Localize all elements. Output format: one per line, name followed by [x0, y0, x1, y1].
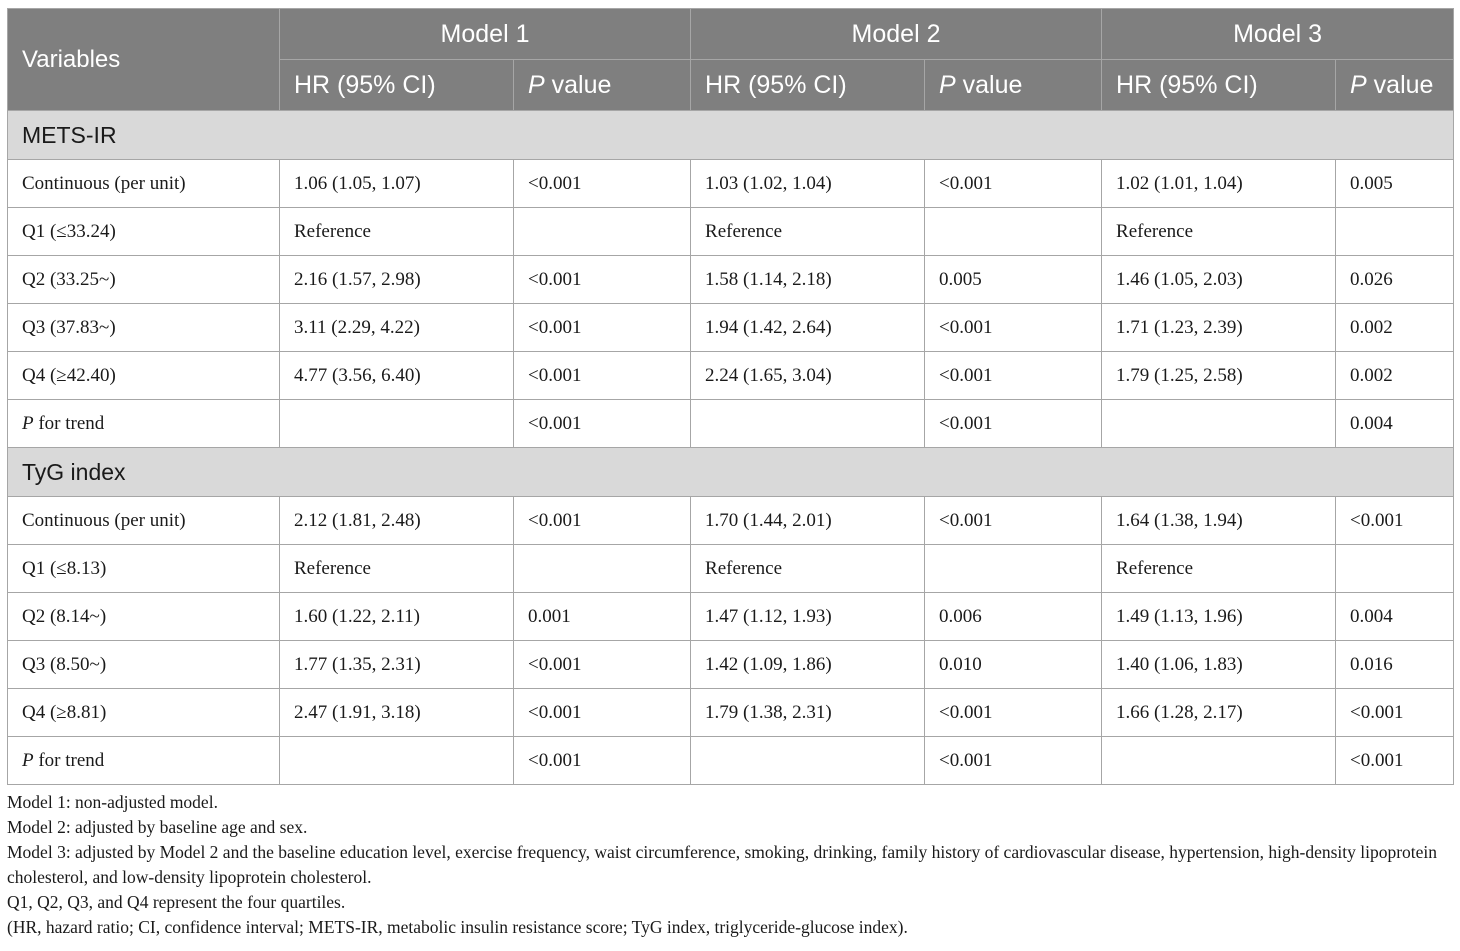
model-2-p: <0.001 — [925, 160, 1102, 208]
model-1-hr: Reference — [280, 208, 514, 256]
model-3-p — [1336, 208, 1454, 256]
p-suffix: value — [1366, 70, 1434, 99]
model-3-p: <0.001 — [1336, 497, 1454, 545]
model-3-hr: Reference — [1102, 208, 1336, 256]
p-italic: P — [939, 70, 956, 99]
model-3-hr: 1.79 (1.25, 2.58) — [1102, 352, 1336, 400]
trend-suffix: for trend — [33, 412, 105, 434]
model-1-p: <0.001 — [514, 160, 691, 208]
model-2-p: 0.005 — [925, 256, 1102, 304]
model-2-hr: Reference — [691, 545, 925, 593]
model-3-p: 0.004 — [1336, 400, 1454, 448]
model-2-p: <0.001 — [925, 737, 1102, 785]
model-2-p: <0.001 — [925, 689, 1102, 737]
table-row — [8, 593, 1454, 641]
row-label — [8, 400, 280, 448]
model-1-p: <0.001 — [514, 737, 691, 785]
model-3-hr: 1.49 (1.13, 1.96) — [1102, 593, 1336, 641]
row-label — [8, 737, 280, 785]
footnote: Model 2: adjusted by baseline age and sex. — [7, 817, 308, 837]
p-italic: P — [22, 749, 34, 771]
table-row — [8, 545, 1454, 593]
table-row — [8, 497, 1454, 545]
section-row-mets-ir — [8, 111, 1454, 160]
model-2-p-header — [925, 60, 1102, 111]
model-2-hr — [691, 737, 925, 785]
trend-row — [8, 737, 1454, 785]
model-3-header: Model 3 — [1102, 9, 1454, 60]
row-label: Q2 (8.14~) — [8, 593, 280, 641]
p-suffix: value — [955, 70, 1023, 99]
model-3-p — [1336, 545, 1454, 593]
table-row — [8, 208, 1454, 256]
model-3-hr: 1.71 (1.23, 2.39) — [1102, 304, 1336, 352]
model-2-p: 0.006 — [925, 593, 1102, 641]
model-1-hr-header: HR (95% CI) — [280, 60, 514, 111]
model-1-hr: 4.77 (3.56, 6.40) — [280, 352, 514, 400]
model-1-hr: 3.11 (2.29, 4.22) — [280, 304, 514, 352]
model-3-hr — [1102, 400, 1336, 448]
model-2-p — [925, 545, 1102, 593]
model-3-p: 0.026 — [1336, 256, 1454, 304]
footnote: Model 3: adjusted by Model 2 and the baseline education level, exercise frequency, waist circumference, smoking, drinking, family history of cardiovascular disease, hypertension, high-density lipoprotein cholesterol, and low-density lipoprotein cholesterol. — [7, 842, 1438, 887]
model-3-p: <0.001 — [1336, 689, 1454, 737]
model-1-p: <0.001 — [514, 400, 691, 448]
model-3-p: 0.002 — [1336, 304, 1454, 352]
model-1-p — [514, 208, 691, 256]
model-3-p: 0.005 — [1336, 160, 1454, 208]
model-2-hr: 2.24 (1.65, 3.04) — [691, 352, 925, 400]
model-3-hr: 1.02 (1.01, 1.04) — [1102, 160, 1336, 208]
model-3-hr: 1.64 (1.38, 1.94) — [1102, 497, 1336, 545]
row-label: Q4 (≥42.40) — [8, 352, 280, 400]
model-2-p: <0.001 — [925, 352, 1102, 400]
model-1-p: <0.001 — [514, 352, 691, 400]
footnote: Model 1: non-adjusted model. — [7, 792, 218, 812]
model-2-hr: 1.94 (1.42, 2.64) — [691, 304, 925, 352]
p-italic: P — [528, 70, 545, 99]
row-label: Continuous (per unit) — [8, 497, 280, 545]
p-italic: P — [1350, 70, 1367, 99]
model-2-p — [925, 208, 1102, 256]
model-3-hr — [1102, 737, 1336, 785]
row-label: Continuous (per unit) — [8, 160, 280, 208]
row-label: Q2 (33.25~) — [8, 256, 280, 304]
model-1-hr — [280, 400, 514, 448]
model-2-hr: 1.70 (1.44, 2.01) — [691, 497, 925, 545]
model-2-hr: 1.47 (1.12, 1.93) — [691, 593, 925, 641]
table-row — [8, 641, 1454, 689]
model-1-hr: 1.77 (1.35, 2.31) — [280, 641, 514, 689]
model-1-p: <0.001 — [514, 497, 691, 545]
model-3-p: 0.016 — [1336, 641, 1454, 689]
model-1-hr: 1.60 (1.22, 2.11) — [280, 593, 514, 641]
section-row-tyg-index — [8, 448, 1454, 497]
model-2-hr-header: HR (95% CI) — [691, 60, 925, 111]
results-table-container — [7, 8, 1453, 940]
model-3-p-header — [1336, 60, 1454, 111]
model-3-hr: Reference — [1102, 545, 1336, 593]
table-row — [8, 689, 1454, 737]
table-row — [8, 304, 1454, 352]
model-3-hr: 1.40 (1.06, 1.83) — [1102, 641, 1336, 689]
model-1-hr — [280, 737, 514, 785]
model-1-p: <0.001 — [514, 304, 691, 352]
model-2-hr: 1.03 (1.02, 1.04) — [691, 160, 925, 208]
model-1-hr: 2.12 (1.81, 2.48) — [280, 497, 514, 545]
model-2-hr: 1.42 (1.09, 1.86) — [691, 641, 925, 689]
trend-row — [8, 400, 1454, 448]
model-2-hr: 1.58 (1.14, 2.18) — [691, 256, 925, 304]
model-3-p: <0.001 — [1336, 737, 1454, 785]
row-label: Q1 (≤8.13) — [8, 545, 280, 593]
model-1-p: 0.001 — [514, 593, 691, 641]
model-2-p: 0.010 — [925, 641, 1102, 689]
table-header — [8, 9, 1454, 111]
model-1-hr: 2.47 (1.91, 3.18) — [280, 689, 514, 737]
model-2-hr: Reference — [691, 208, 925, 256]
model-2-hr — [691, 400, 925, 448]
model-1-hr: 1.06 (1.05, 1.07) — [280, 160, 514, 208]
model-1-hr: 2.16 (1.57, 2.98) — [280, 256, 514, 304]
p-italic: P — [22, 412, 34, 434]
model-1-p — [514, 545, 691, 593]
model-1-p: <0.001 — [514, 641, 691, 689]
footnote: (HR, hazard ratio; CI, confidence interval; METS-IR, metabolic insulin resistance score; TyG index, triglyceride-glucose index). — [7, 917, 908, 937]
section-title: TyG index — [8, 448, 1454, 497]
table-footnotes — [7, 790, 1453, 940]
row-label: Q3 (8.50~) — [8, 641, 280, 689]
row-label: Q3 (37.83~) — [8, 304, 280, 352]
model-2-header: Model 2 — [691, 9, 1102, 60]
model-1-hr: Reference — [280, 545, 514, 593]
table-row — [8, 160, 1454, 208]
model-1-p: <0.001 — [514, 256, 691, 304]
model-1-p: <0.001 — [514, 689, 691, 737]
section-title: METS-IR — [8, 111, 1454, 160]
row-label: Q4 (≥8.81) — [8, 689, 280, 737]
model-1-header: Model 1 — [280, 9, 691, 60]
trend-suffix: for trend — [33, 749, 105, 771]
model-2-p: <0.001 — [925, 400, 1102, 448]
model-2-hr: 1.79 (1.38, 2.31) — [691, 689, 925, 737]
variables-header: Variables — [8, 9, 280, 111]
table-row — [8, 352, 1454, 400]
model-1-p-header — [514, 60, 691, 111]
table-body — [8, 111, 1454, 785]
footnote: Q1, Q2, Q3, and Q4 represent the four quartiles. — [7, 892, 346, 912]
model-3-hr-header: HR (95% CI) — [1102, 60, 1336, 111]
hazard-ratio-table — [7, 8, 1454, 785]
model-3-p: 0.002 — [1336, 352, 1454, 400]
row-label: Q1 (≤33.24) — [8, 208, 280, 256]
model-3-hr: 1.66 (1.28, 2.17) — [1102, 689, 1336, 737]
table-row — [8, 256, 1454, 304]
model-3-hr: 1.46 (1.05, 2.03) — [1102, 256, 1336, 304]
p-suffix: value — [544, 70, 612, 99]
model-3-p: 0.004 — [1336, 593, 1454, 641]
model-2-p: <0.001 — [925, 304, 1102, 352]
model-2-p: <0.001 — [925, 497, 1102, 545]
